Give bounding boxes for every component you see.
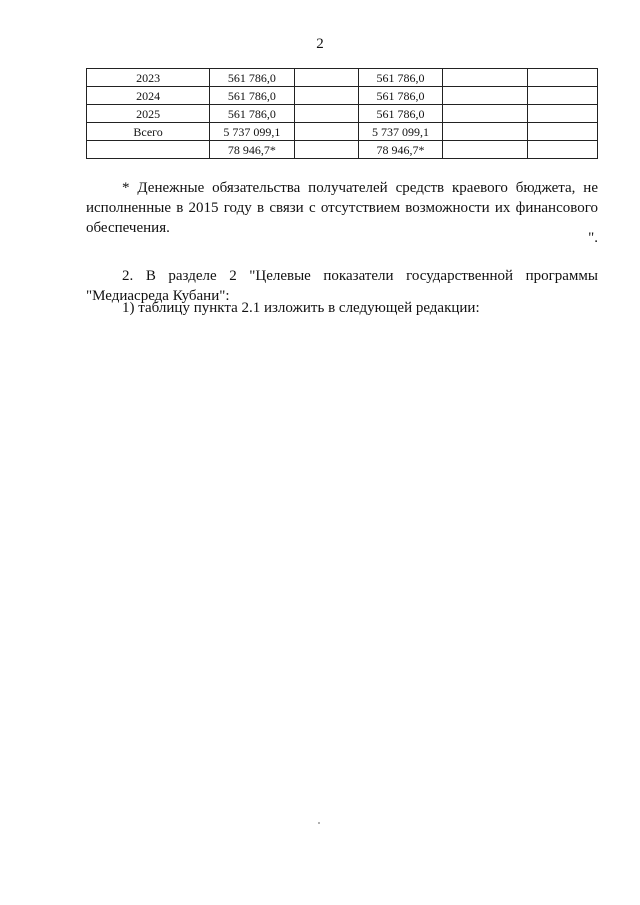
cell-total: 78 946,7* xyxy=(210,141,294,159)
closing-quote: ". xyxy=(588,230,598,246)
cell-regional: 561 786,0 xyxy=(358,87,442,105)
cell-municipal xyxy=(443,69,527,87)
cell-federal xyxy=(294,87,358,105)
cell-total: 561 786,0 xyxy=(210,69,294,87)
paragraph-section-2: 2. В разделе 2 "Целевые показатели государственной программы "Медиасреда Кубани": xyxy=(86,268,598,304)
cell-regional: 5 737 099,1 xyxy=(358,123,442,141)
cell-extrabudget xyxy=(527,123,597,141)
cell-municipal xyxy=(443,105,527,123)
cell-extrabudget xyxy=(527,141,597,159)
cell-year: 2023 xyxy=(87,69,210,87)
cell-regional: 78 946,7* xyxy=(358,141,442,159)
cell-year xyxy=(87,141,210,159)
funding-table xyxy=(86,68,598,159)
paragraph-item-1: 1) таблицу пункта 2.1 изложить в следующей редакции: xyxy=(122,300,480,316)
cell-municipal xyxy=(443,87,527,105)
cell-extrabudget xyxy=(527,69,597,87)
cell-extrabudget xyxy=(527,105,597,123)
footnote-text: * Денежные обязательства получателей средств краевого бюджета, не исполненные в 2015 году в связи с отсутствием возможности их финансового обеспечения. xyxy=(86,180,598,236)
cell-federal xyxy=(294,141,358,159)
page-number: 2 xyxy=(316,36,324,52)
scan-speck xyxy=(318,822,320,824)
cell-extrabudget xyxy=(527,87,597,105)
cell-regional: 561 786,0 xyxy=(358,105,442,123)
cell-federal xyxy=(294,123,358,141)
cell-municipal xyxy=(443,141,527,159)
cell-municipal xyxy=(443,123,527,141)
cell-year: 2024 xyxy=(87,87,210,105)
cell-year: 2025 xyxy=(87,105,210,123)
table-row xyxy=(87,69,598,87)
table-row xyxy=(87,87,598,105)
cell-total: 5 737 099,1 xyxy=(210,123,294,141)
cell-total: 561 786,0 xyxy=(210,105,294,123)
table-row xyxy=(87,105,598,123)
cell-year: Всего xyxy=(87,123,210,141)
table-row xyxy=(87,123,598,141)
cell-total: 561 786,0 xyxy=(210,87,294,105)
funding-table-body xyxy=(87,69,598,159)
cell-federal xyxy=(294,69,358,87)
cell-regional: 561 786,0 xyxy=(358,69,442,87)
cell-federal xyxy=(294,105,358,123)
table-row xyxy=(87,141,598,159)
